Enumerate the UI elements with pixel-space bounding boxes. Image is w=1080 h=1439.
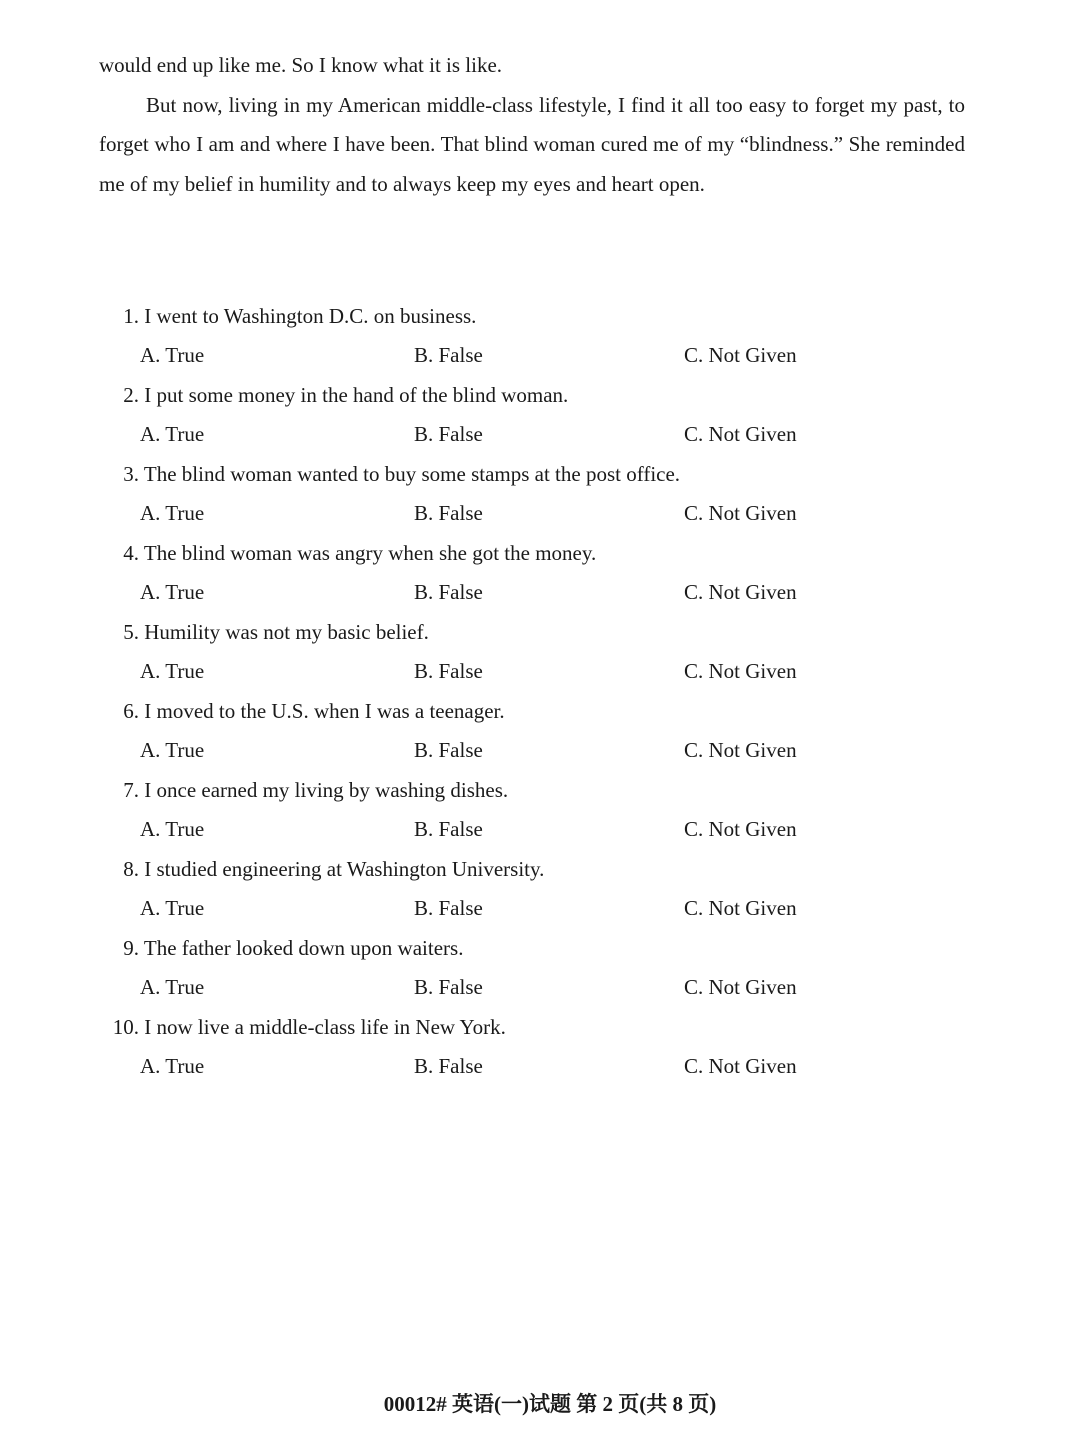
question-number: 10. (112, 1015, 139, 1039)
question-text: I moved to the U.S. when I was a teenager. (144, 699, 505, 723)
question-number: 2. (123, 383, 139, 407)
question-number: 3. (123, 462, 139, 486)
question-8 (99, 849, 999, 928)
question-2 (99, 375, 999, 454)
reading-passage (99, 46, 965, 204)
question-text: I studied engineering at Washington University. (144, 857, 545, 881)
question-stem (99, 928, 463, 968)
question-text: The blind woman wanted to buy some stamps at the post office. (143, 462, 681, 486)
question-text: Humility was not my basic belief. (144, 620, 429, 644)
option-a: A. True (140, 422, 205, 446)
passage-line-1: would end up like me. So I know what it is like. (99, 53, 503, 77)
passage-paragraph-2: But now, living in my American middle-class lifestyle, I find it all too easy to forget my past, to forget who I am and where I have been. That blind woman cured me of my “blindness.” She reminded me of my belief in humility and to always keep my eyes and heart open. (99, 92, 965, 196)
question-stem (99, 612, 429, 652)
option-c: C. Not Given (684, 422, 797, 446)
option-b: B. False (414, 580, 483, 604)
option-c: C. Not Given (684, 738, 797, 762)
question-number: 7. (123, 778, 139, 802)
question-stem (99, 691, 505, 731)
question-stem (99, 849, 544, 889)
question-1 (99, 296, 999, 375)
option-c: C. Not Given (684, 1054, 797, 1078)
option-c: C. Not Given (684, 817, 797, 841)
question-text: The father looked down upon waiters. (143, 936, 464, 960)
question-text: I went to Washington D.C. on business. (144, 304, 477, 328)
question-stem (99, 375, 568, 415)
question-text: I once earned my living by washing dishes. (144, 778, 509, 802)
question-7 (99, 770, 999, 849)
question-text: I now live a middle-class life in New York. (144, 1015, 506, 1039)
option-c: C. Not Given (684, 896, 797, 920)
option-b: B. False (414, 501, 483, 525)
question-number: 6. (123, 699, 139, 723)
question-6 (99, 691, 999, 770)
question-10 (99, 1007, 999, 1086)
option-c: C. Not Given (684, 659, 797, 683)
question-number: 4. (123, 541, 139, 565)
question-3 (99, 454, 999, 533)
option-a: A. True (140, 343, 205, 367)
question-number: 5. (123, 620, 139, 644)
option-a: A. True (140, 975, 205, 999)
question-number: 8. (123, 857, 139, 881)
question-stem (99, 1007, 506, 1047)
option-b: B. False (414, 738, 483, 762)
option-b: B. False (414, 659, 483, 683)
option-a: A. True (140, 580, 205, 604)
option-a: A. True (140, 659, 205, 683)
question-4 (99, 533, 999, 612)
option-a: A. True (140, 501, 205, 525)
option-a: A. True (140, 817, 205, 841)
page-footer: 00012# 英语(一)试题 第 2 页(共 8 页) (383, 1392, 717, 1416)
question-9 (99, 928, 999, 1007)
question-5 (99, 612, 999, 691)
option-c: C. Not Given (684, 501, 797, 525)
option-c: C. Not Given (684, 580, 797, 604)
question-stem (99, 533, 596, 573)
option-c: C. Not Given (684, 975, 797, 999)
question-number: 1. (123, 304, 139, 328)
question-stem (99, 296, 476, 336)
option-b: B. False (414, 422, 483, 446)
option-b: B. False (414, 817, 483, 841)
option-c: C. Not Given (684, 343, 797, 367)
option-a: A. True (140, 1054, 205, 1078)
question-text: I put some money in the hand of the blind woman. (144, 383, 569, 407)
option-b: B. False (414, 896, 483, 920)
question-text: The blind woman was angry when she got the money. (143, 541, 597, 565)
option-b: B. False (414, 975, 483, 999)
question-list (99, 296, 999, 1086)
option-b: B. False (414, 343, 483, 367)
option-a: A. True (140, 896, 205, 920)
question-stem (99, 770, 508, 810)
question-number: 9. (123, 936, 139, 960)
option-b: B. False (414, 1054, 483, 1078)
question-stem (99, 454, 680, 494)
option-a: A. True (140, 738, 205, 762)
